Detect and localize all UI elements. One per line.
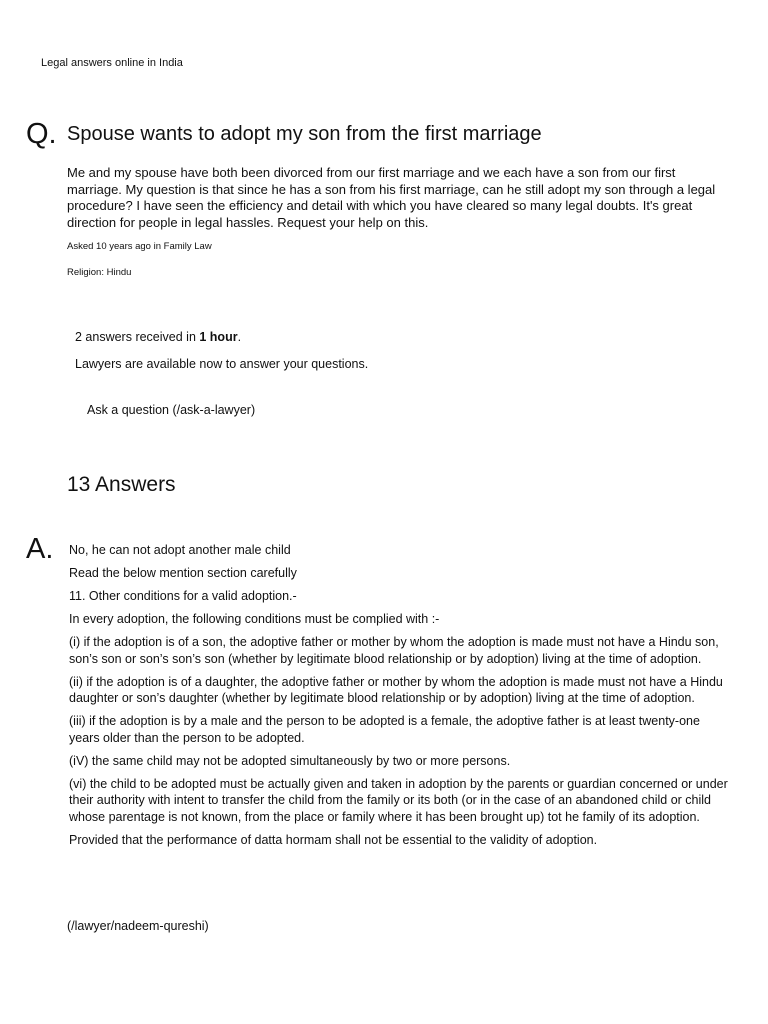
answer-paragraph: (i) if the adoption is of a son, the adoptive father or mother by whom the adoption is made must not have a Hindu son, son’s son or son’s son’s son (whether by legitimate blood relationship or by adoption) living at the time of adoption. [69,635,719,666]
received-suffix: . [237,330,242,344]
question-religion: Religion: Hindu [67,267,132,278]
answer-paragraph: (ii) if the adoption is of a daughter, the adoptive father or mother by whom the adoption is made must not have a Hindu daughter or son’s daughter (whether by legitimate blood relationship or by adoption) living at the time of adoption. [69,674,723,705]
lawyers-available-text: Lawyers are available now to answer your questions. [75,357,369,371]
question-asked-meta: Asked 10 years ago in Family Law [67,241,212,252]
answers-received-text [75,330,241,344]
question-body: Me and my spouse have both been divorced from our first marriage and we each have a son from our first marriage. My question is that since he has a son from his first marriage, can he still adopt my son through a legal procedure? I have seen the efficiency and detail with which you have cleared so many legal doubts. It's great direction for people in legal hassles. Request your help on this. [67,165,716,230]
answer-marker: A. [26,533,54,565]
answer-body [69,542,731,855]
answer-paragraph: No, he can not adopt another male child [69,543,291,557]
question-marker: Q. [26,118,57,150]
lawyer-profile-link[interactable]: (/lawyer/nadeem-qureshi) [67,919,209,933]
answers-heading: 13 Answers [67,473,176,496]
answer-paragraph: Read the below mention section carefully [69,566,297,580]
answer-paragraph: 11. Other conditions for a valid adoption.- [69,589,297,603]
answer-paragraph: Provided that the performance of datta hormam shall not be essential to the validity of adoption. [69,832,598,847]
site-name: Legal answers online in India [41,57,183,69]
received-time: 1 hour [199,330,238,344]
ask-question-link[interactable]: Ask a question (/ask-a-lawyer) [87,403,256,417]
answer-paragraph: In every adoption, the following conditions must be complied with :- [69,612,440,626]
received-prefix: 2 answers received in [75,330,200,344]
question-title: Spouse wants to adopt my son from the first marriage [67,123,542,145]
answer-paragraph: (vi) the child to be adopted must be actually given and taken in adoption by the parents or guardian concerned or under their authority with intent to transfer the child from the family or its both (or in the case of an abandoned child or child whose parentage is not known, from the place or family where it has been brought up) tot he family of its adoption. [69,776,728,824]
answer-paragraph: (iii) if the adoption is by a male and the person to be adopted is a female, the adoptive father is at least twenty-one years older than the person to be adopted. [69,714,700,745]
answer-paragraph: (iV) the same child may not be adopted simultaneously by two or more persons. [69,753,511,768]
